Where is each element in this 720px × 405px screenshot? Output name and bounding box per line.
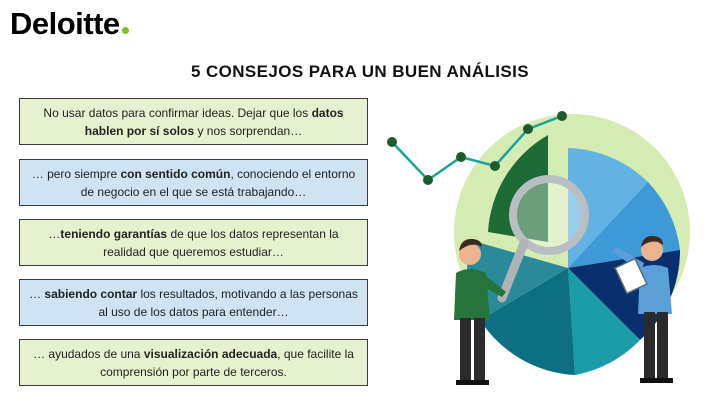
tip-text: … sabiendo contar los resultados, motivando a las personas al uso de los datos para entender… [29,286,358,319]
page-title: 5 CONSEJOS PARA UN BUEN ANÁLISIS [190,62,530,81]
tip-box-4 [19,279,368,326]
tip-box-2 [19,159,368,206]
logo-text: Deloitte [10,6,120,41]
logo-dot-icon [122,27,129,34]
tip-box-5 [19,339,368,386]
tip-box-3 [19,219,368,266]
deloitte-logo [10,6,129,42]
tip-text: … ayudados de una visualización adecuada, que facilite la comprensión por parte de terceros. [33,346,354,379]
data-analysis-illustration-icon [380,100,710,395]
tip-box-1 [19,98,368,145]
tip-text: …teniendo garantías de que los datos representan la realidad que queremos estudiar… [48,226,339,259]
tip-text: No usar datos para confirmar ideas. Dejar que los datos hablen por sí solos y nos sorprendan… [43,105,344,138]
tip-text: … pero siempre con sentido común, conociendo el entorno de negocio en el que se está trabajando… [31,166,356,199]
